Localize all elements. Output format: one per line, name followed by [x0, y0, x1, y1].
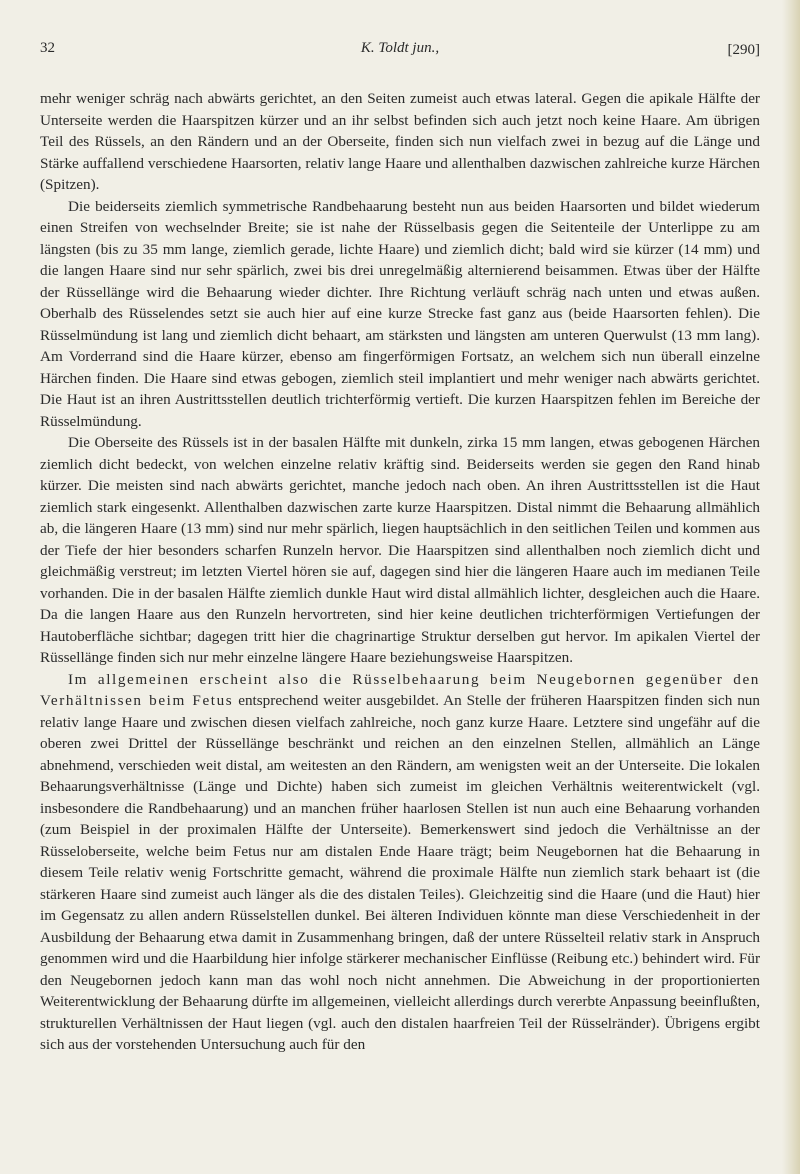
original-page-number: [290]	[727, 42, 760, 58]
paragraph-3: Die Oberseite des Rüssels ist in der basalen Hälfte mit dunkeln, zirka 15 mm langen, etwas gebogenen Härchen ziemlich dicht bedeckt, von welchen einzelne relativ kräftig sind. Beiderseits werden sie gegen den Rand hinab kürzer. Die meisten sind nach abwärts gerichtet, manche jedoch nach oben. An ihren Austrittsstellen ist die Haut ziemlich stark eingesenkt. Allenthalben dazwischen zarte kurze Haarspitzen. Distal nimmt die Behaarung allmählich ab, die längeren Haare (13 mm) sind nur mehr spärlich, liegen hauptsächlich in den seitlichen Teilen und kommen aus der Tiefe der hier besonders scharfen Runzeln hervor. Die Haarspitzen sind allenthalben noch ziemlich dicht und gleichmäßig verstreut; im letzten Viertel hören sie auf, dagegen sind hier die längeren Haare auch im medianen Teile vorhanden. Die in der basalen Hälfte ziemlich dunkle Haut wird distal allmählich lichter, desgleichen auch die Haare. Da die langen Haare aus den Runzeln hervortreten, sind hier keine deutlichen trichterförmigen Vertiefungen der Hautoberfläche sichtbar; dagegen tritt hier die chagrinartige Struktur derselben gut hervor. Im apikalen Viertel der Rüssellänge finden sich nur mehr einzelne längere Haare beziehungsweise Haarspitzen.	[40, 434, 760, 666]
paragraph-1: mehr weniger schräg nach abwärts gerichtet, an den Seiten zumeist auch etwas lateral. Gegen die apikale Hälfte der Unterseite werden die Haarspitzen kürzer und an ihr selbst befinden sich auch jetzt noch keine Haare. Am übrigen Teil des Rüssels, an den Rändern und an der Oberseite, finden sich nun vielfach zwei in bezug auf die Länge und Stärke auffallend verschiedene Haarsorten, relativ lange Haare und allenthalben dazwischen zahlreiche kurze Härchen (Spitzen).	[40, 90, 760, 193]
running-title: K. Toldt jun.,	[360, 40, 440, 56]
paragraph-4-text: entsprechend weiter ausgebildet. An Stelle der früheren Haarspitzen finden sich nun relativ lange Haare und zwischen diesen vielfach zahlreiche, noch ganz kurze Haare. Letztere sind ungefähr auf die oberen zwei Drittel der Rüssellänge beschränkt und reichen an den einzelnen Stellen, allmählich an Länge abnehmend, verschieden weit distal, am weitesten an den Rändern, am wenigsten weit an der Unterseite. Die lokalen Behaarungsverhältnisse (Länge und Dichte) haben sich zumeist im gleichen Verhältnis weiterentwickelt (vgl. insbesondere die Randbehaarung) und an manchen früher haarlosen Stellen ist nun auch eine Behaarung vorhanden (zum Beispiel in der proximalen Hälfte der Unterseite). Bemerkenswert sind jedoch die Verhältnisse an der Rüsseloberseite, welche beim Fetus nur am distalen Ende Haare trägt; beim Neugebornen hat die Behaarung in diesem Teile relativ wenig Fortschritte gemacht, während die proximale Hälfte nun ziemlich stark behaart ist (die stärkeren Haare sind zumeist auch länger als die des distalen Teiles). Gleichzeitig sind die Haare (und die Haut) hier im Gegensatz zu allen andern Rüsselstellen dunkel. Bei älteren Individuen könnte man diese Verschiedenheit in der Ausbildung der Behaarung etwa damit in Zusammenhang bringen, daß der untere Rüsselteil relativ stark in Anspruch genommen wird und die Haarbildung hier infolge stärkerer mechanischer Einflüsse (Reibung etc.) behindert wird. Für den Neugebornen jedoch kann man das wohl noch nicht annehmen. Die Abweichung in der proportionierten Weiterentwicklung der Behaarung dürfte im allgemeinen, vielleicht allerdings durch vererbte Anpassung beeinflußten, strukturellen Verhältnissen der Haut liegen (vgl. auch den distalen haarfreien Teil der Rüsselränder). Übrigens ergibt sich aus der vorstehenden Untersuchung auch für den	[40, 692, 760, 1053]
paragraph-2: Die beiderseits ziemlich symmetrische Randbehaarung besteht nun aus beiden Haarsorten und bildet wiederum einen Streifen von wechselnder Breite; sie ist nahe der Rüsselbasis gegen die Seitenteile der Unterlippe zu am längsten (bis zu 35 mm lange, ziemlich gerade, lichte Haare) und ziemlich dicht; bald wird sie kürzer (14 mm) und die langen Haare sind nur sehr spärlich, zwei bis drei unregelmäßig alternierend beisammen. Etwas über der Hälfte der Rüssellänge wird die Behaarung wieder dichter. Ihre Richtung verläuft schräg nach unten und etwas außen. Oberhalb des Rüsselendes setzt sie auch hier auf eine kurze Strecke fast ganz aus (beide Haarsorten fehlen). Die Rüsselmündung ist lang und ziemlich dicht behaart, am stärksten und längsten am unteren Querwulst (13 mm lang). Am Vorderrand sind die Haare kürzer, ebenso am fingerförmigen Fortsatz, an welchem sich nun überall einzelne Härchen finden. Die Haare sind etwas gebogen, ziemlich steil implantiert und mehr weniger nach abwärts gerichtet. Die Haut ist an ihren Austrittsstellen deutlich trichterförmig vertieft. Die kurzen Haarspitzen fehlen im Bereiche der Rüsselmündung.	[40, 197, 760, 430]
page-edge-shadow	[782, 0, 800, 1174]
body-text	[40, 88, 760, 1056]
paragraph-4-emphasis: Im allgemeinen erscheint also die Rüsselbehaarung beim Neugebornen gegenüber den Verhältnissen beim Fetus	[40, 670, 760, 709]
page-header	[40, 40, 760, 70]
paragraph-4	[40, 669, 760, 1056]
page-number: 32	[40, 40, 55, 56]
